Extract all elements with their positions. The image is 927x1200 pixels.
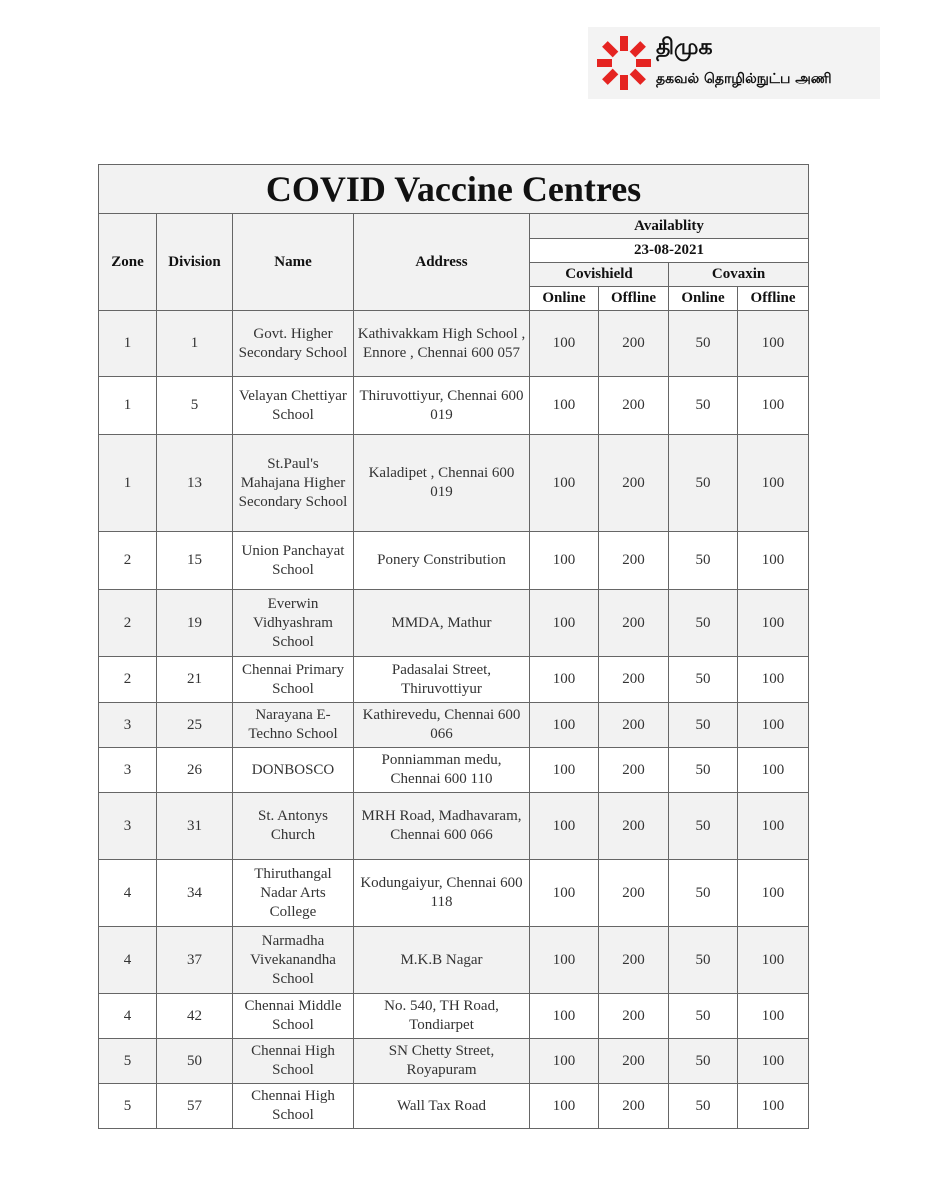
covaxin-online-cell: 50 — [669, 927, 738, 994]
covaxin-online-cell: 50 — [669, 311, 738, 377]
covishield-online-cell: 100 — [530, 793, 599, 860]
address-cell: Kathirevedu, Chennai 600 066 — [354, 703, 530, 748]
zone-cell: 3 — [99, 793, 157, 860]
header-division: Division — [157, 214, 233, 311]
name-cell: Velayan Chettiyar School — [233, 377, 354, 435]
covaxin-offline-cell: 100 — [738, 590, 809, 657]
zone-cell: 1 — [99, 311, 157, 377]
name-cell: Chennai Middle School — [233, 994, 354, 1039]
header-covaxin-offline: Offline — [738, 287, 809, 311]
name-cell: Thiruthangal Nadar Arts College — [233, 860, 354, 927]
covaxin-offline-cell: 100 — [738, 793, 809, 860]
name-cell: Everwin Vidhyashram School — [233, 590, 354, 657]
division-cell: 50 — [157, 1039, 233, 1084]
address-cell: M.K.B Nagar — [354, 927, 530, 994]
table-row — [99, 657, 809, 703]
division-cell: 34 — [157, 860, 233, 927]
table-row — [99, 793, 809, 860]
header-covaxin-online: Online — [669, 287, 738, 311]
header-zone: Zone — [99, 214, 157, 311]
division-cell: 26 — [157, 748, 233, 793]
covaxin-offline-cell: 100 — [738, 1039, 809, 1084]
name-cell: Union Panchayat School — [233, 532, 354, 590]
division-cell: 37 — [157, 927, 233, 994]
covaxin-offline-cell: 100 — [738, 377, 809, 435]
name-cell: Chennai Primary School — [233, 657, 354, 703]
zone-cell: 1 — [99, 377, 157, 435]
covishield-online-cell: 100 — [530, 311, 599, 377]
covishield-offline-cell: 200 — [599, 1084, 669, 1129]
covishield-online-cell: 100 — [530, 703, 599, 748]
table-row — [99, 703, 809, 748]
covaxin-online-cell: 50 — [669, 435, 738, 532]
header-covaxin: Covaxin — [669, 263, 809, 287]
division-cell: 19 — [157, 590, 233, 657]
zone-cell: 2 — [99, 657, 157, 703]
covishield-offline-cell: 200 — [599, 994, 669, 1039]
sun-rays-logo-icon — [596, 35, 652, 91]
covishield-offline-cell: 200 — [599, 748, 669, 793]
covishield-online-cell: 100 — [530, 435, 599, 532]
zone-cell: 2 — [99, 532, 157, 590]
covaxin-offline-cell: 100 — [738, 311, 809, 377]
zone-cell: 4 — [99, 927, 157, 994]
covishield-offline-cell: 200 — [599, 435, 669, 532]
covaxin-offline-cell: 100 — [738, 1084, 809, 1129]
header-availability: Availablity — [530, 214, 809, 239]
table-row — [99, 590, 809, 657]
covishield-online-cell: 100 — [530, 377, 599, 435]
logo-wing-name: தகவல் தொழில்நுட்ப அணி — [656, 71, 832, 87]
covaxin-offline-cell: 100 — [738, 748, 809, 793]
name-cell: DONBOSCO — [233, 748, 354, 793]
zone-cell: 3 — [99, 703, 157, 748]
address-cell: SN Chetty Street, Royapuram — [354, 1039, 530, 1084]
table-row — [99, 860, 809, 927]
division-cell: 15 — [157, 532, 233, 590]
covaxin-online-cell: 50 — [669, 532, 738, 590]
covaxin-offline-cell: 100 — [738, 927, 809, 994]
covaxin-online-cell: 50 — [669, 377, 738, 435]
name-cell: Chennai High School — [233, 1039, 354, 1084]
zone-cell: 4 — [99, 994, 157, 1039]
zone-cell: 5 — [99, 1084, 157, 1129]
header-address: Address — [354, 214, 530, 311]
covishield-online-cell: 100 — [530, 927, 599, 994]
address-cell: Padasalai Street, Thiruvottiyur — [354, 657, 530, 703]
covaxin-offline-cell: 100 — [738, 860, 809, 927]
header-covishield-online: Online — [530, 287, 599, 311]
zone-cell: 1 — [99, 435, 157, 532]
covaxin-online-cell: 50 — [669, 1084, 738, 1129]
division-cell: 5 — [157, 377, 233, 435]
division-cell: 57 — [157, 1084, 233, 1129]
table-row — [99, 435, 809, 532]
name-cell: St. Antonys Church — [233, 793, 354, 860]
covishield-online-cell: 100 — [530, 994, 599, 1039]
header-covishield-offline: Offline — [599, 287, 669, 311]
header-covishield: Covishield — [530, 263, 669, 287]
table-row — [99, 1039, 809, 1084]
division-cell: 42 — [157, 994, 233, 1039]
covaxin-offline-cell: 100 — [738, 532, 809, 590]
address-cell: Kaladipet , Chennai 600 019 — [354, 435, 530, 532]
covishield-online-cell: 100 — [530, 657, 599, 703]
zone-cell: 2 — [99, 590, 157, 657]
covishield-offline-cell: 200 — [599, 657, 669, 703]
covaxin-offline-cell: 100 — [738, 435, 809, 532]
address-cell: Ponery Constribution — [354, 532, 530, 590]
covishield-offline-cell: 200 — [599, 532, 669, 590]
table-row — [99, 748, 809, 793]
zone-cell: 4 — [99, 860, 157, 927]
name-cell: St.Paul's Mahajana Higher Secondary School — [233, 435, 354, 532]
table-row — [99, 927, 809, 994]
address-cell: Ponniamman medu, Chennai 600 110 — [354, 748, 530, 793]
name-cell: Narayana E-Techno School — [233, 703, 354, 748]
address-cell: MMDA, Mathur — [354, 590, 530, 657]
covaxin-offline-cell: 100 — [738, 703, 809, 748]
covaxin-online-cell: 50 — [669, 994, 738, 1039]
name-cell: Narmadha Vivekanandha School — [233, 927, 354, 994]
vaccine-centres-table — [98, 164, 809, 1129]
covishield-online-cell: 100 — [530, 1039, 599, 1084]
covishield-offline-cell: 200 — [599, 793, 669, 860]
covaxin-online-cell: 50 — [669, 590, 738, 657]
covishield-offline-cell: 200 — [599, 927, 669, 994]
address-cell: No. 540, TH Road, Tondiarpet — [354, 994, 530, 1039]
covishield-offline-cell: 200 — [599, 860, 669, 927]
covishield-offline-cell: 200 — [599, 377, 669, 435]
covaxin-online-cell: 50 — [669, 1039, 738, 1084]
division-cell: 25 — [157, 703, 233, 748]
covishield-online-cell: 100 — [530, 1084, 599, 1129]
address-cell: Wall Tax Road — [354, 1084, 530, 1129]
covaxin-online-cell: 50 — [669, 860, 738, 927]
covishield-online-cell: 100 — [530, 860, 599, 927]
division-cell: 13 — [157, 435, 233, 532]
covaxin-offline-cell: 100 — [738, 657, 809, 703]
covishield-offline-cell: 200 — [599, 703, 669, 748]
zone-cell: 3 — [99, 748, 157, 793]
zone-cell: 5 — [99, 1039, 157, 1084]
table-row — [99, 532, 809, 590]
name-cell: Govt. Higher Secondary School — [233, 311, 354, 377]
header-name: Name — [233, 214, 354, 311]
covishield-offline-cell: 200 — [599, 311, 669, 377]
address-cell: Kodungaiyur, Chennai 600 118 — [354, 860, 530, 927]
header-date: 23-08-2021 — [530, 239, 809, 263]
covaxin-online-cell: 50 — [669, 703, 738, 748]
covishield-offline-cell: 200 — [599, 1039, 669, 1084]
table-title: COVID Vaccine Centres — [99, 165, 809, 214]
covishield-online-cell: 100 — [530, 748, 599, 793]
covishield-online-cell: 100 — [530, 590, 599, 657]
division-cell: 21 — [157, 657, 233, 703]
table-row — [99, 994, 809, 1039]
covishield-online-cell: 100 — [530, 532, 599, 590]
address-cell: Thiruvottiyur, Chennai 600 019 — [354, 377, 530, 435]
name-cell: Chennai High School — [233, 1084, 354, 1129]
table-row — [99, 1084, 809, 1129]
covaxin-offline-cell: 100 — [738, 994, 809, 1039]
covaxin-online-cell: 50 — [669, 657, 738, 703]
logo-party-name: திமுக — [656, 35, 713, 60]
covaxin-online-cell: 50 — [669, 748, 738, 793]
address-cell: MRH Road, Madhavaram, Chennai 600 066 — [354, 793, 530, 860]
table-row — [99, 311, 809, 377]
covishield-offline-cell: 200 — [599, 590, 669, 657]
division-cell: 1 — [157, 311, 233, 377]
division-cell: 31 — [157, 793, 233, 860]
covaxin-online-cell: 50 — [669, 793, 738, 860]
table-body — [99, 311, 809, 1129]
table-row — [99, 377, 809, 435]
dmk-it-wing-logo — [588, 27, 880, 99]
address-cell: Kathivakkam High School , Ennore , Chennai 600 057 — [354, 311, 530, 377]
